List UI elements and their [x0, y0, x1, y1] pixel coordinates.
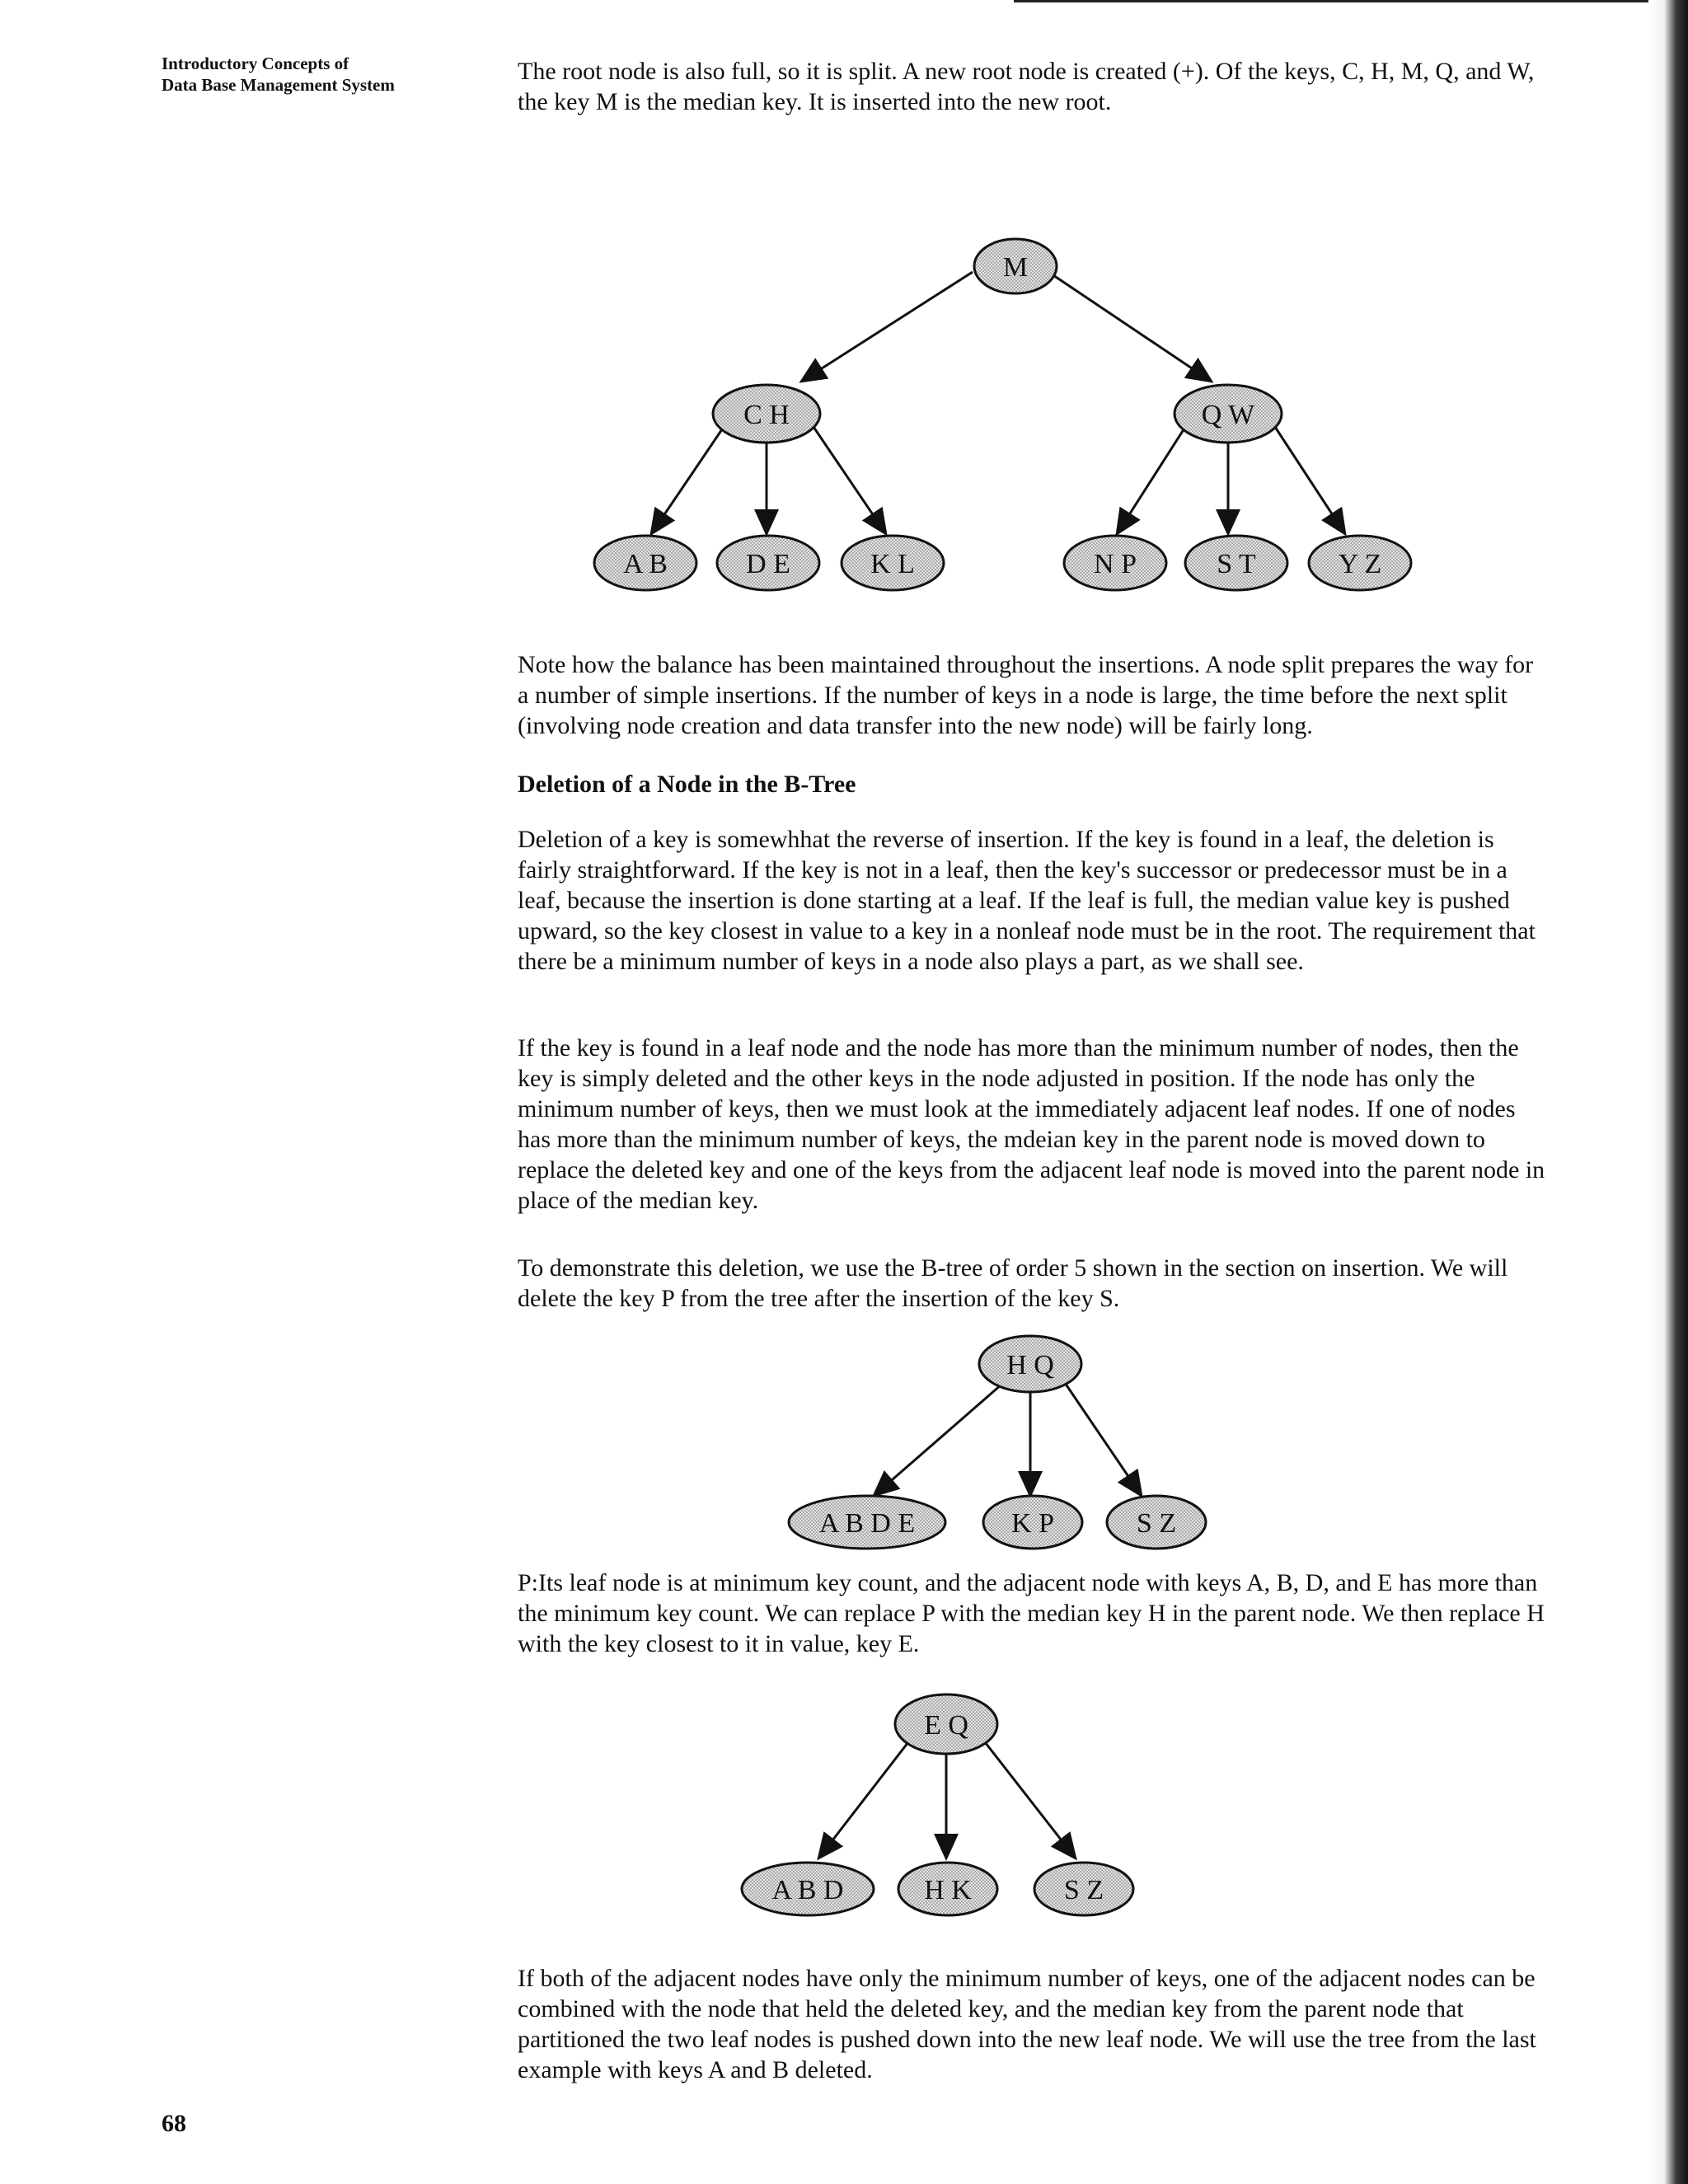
tree-insertion-result — [594, 239, 1411, 590]
paragraph-combine-nodes: If both of the adjacent nodes have only the minimum number of keys, one of the adjacent nodes can be combined with the node that held the deleted key, and the median key from the parent node that partitioned the two leaf nodes is pushed down into the new leaf node. We will use the tree from the last example with keys A and B deleted. — [518, 1965, 1536, 2083]
paragraph-replace-p: P:Its leaf node is at minimum key count, and the adjacent node with keys A, B, D, and E has more than the minimum key count. We can replace P with the median key H in the parent node. We then replace H with the key closest to it in value, key E. — [518, 1569, 1545, 1657]
tree3-leaf-label: H K — [924, 1875, 972, 1905]
tree1-internal-label: C H — [743, 400, 790, 430]
paragraph-root-split: The root node is also full, so it is split. A new root node is created (+). Of the keys, C, H, M, Q, and W, the key M is the median key. It is inserted into the new root. — [518, 58, 1535, 115]
tree3-leaf-label: S Z — [1063, 1875, 1104, 1905]
tree1-leaf-label: D E — [746, 549, 790, 579]
tree1-leaf-label: S T — [1217, 549, 1256, 579]
tree1-leaf-label: Y Z — [1338, 549, 1382, 579]
tree1-root-label: M — [1002, 252, 1029, 283]
paragraph-balance: Note how the balance has been maintained throughout the insertions. A node split prepares the way for a number of simple insertions. If the number of keys in a node is large, the time before the next split (involving node creation and data transfer into the new node) will be fairly long. — [518, 651, 1534, 739]
section-heading: Deletion of a Node in the B-Tree — [518, 771, 856, 798]
tree1-leaf-label: N P — [1094, 549, 1137, 579]
tree3-root-label: E Q — [924, 1710, 968, 1741]
tree2-leaf-label: A B D E — [818, 1508, 916, 1539]
tree2-leaf-label: K P — [1011, 1508, 1054, 1539]
paragraph-leaf-deletion: If the key is found in a leaf node and the node has more than the minimum number of nodes, then the key is simply deleted and the other keys in the node adjusted in position. If the node has only the minimum number of keys, then we must look at the immediately adjacent leaf nodes. If one of nodes has more than the minimum number of keys, the mdeian key in the parent node is moved down to replace the deleted key and one of the keys from the adjacent leaf node is moved into the parent node in place of the median key. — [518, 1034, 1545, 1214]
tree3-leaf-label: A B D — [771, 1875, 844, 1905]
tree2-leaf-label: S Z — [1136, 1508, 1177, 1539]
tree-before-deletion — [789, 1336, 1206, 1549]
book-title: Introductory Concepts of Data Base Management System — [162, 54, 395, 95]
paragraph-demonstration: To demonstrate this deletion, we use the B-tree of order 5 shown in the section on insertion. We will delete the key P from the tree after the insertion of the key S. — [518, 1254, 1508, 1312]
tree1-leaf-label: A B — [623, 549, 668, 579]
tree-after-deletion — [742, 1694, 1133, 1915]
tree2-root-label: H Q — [1006, 1350, 1054, 1380]
paragraph-deletion-intro: Deletion of a key is somewhhat the reverse of insertion. If the key is found in a leaf, the deletion is fairly straightforward. If the key is not in a leaf, then the key's successor or predecessor must be in a leaf, because the insertion is done starting at a leaf. If the leaf is full, the median value key is pushed upward, so the key closest in value to a key in a nonleaf node must be in the root. The requirement that there be a minimum number of keys in a node also plays a part, as we shall see. — [518, 826, 1536, 975]
page-number: 68 — [162, 2110, 186, 2137]
tree1-internal-label: Q W — [1201, 400, 1255, 430]
tree1-leaf-label: K L — [870, 549, 915, 579]
